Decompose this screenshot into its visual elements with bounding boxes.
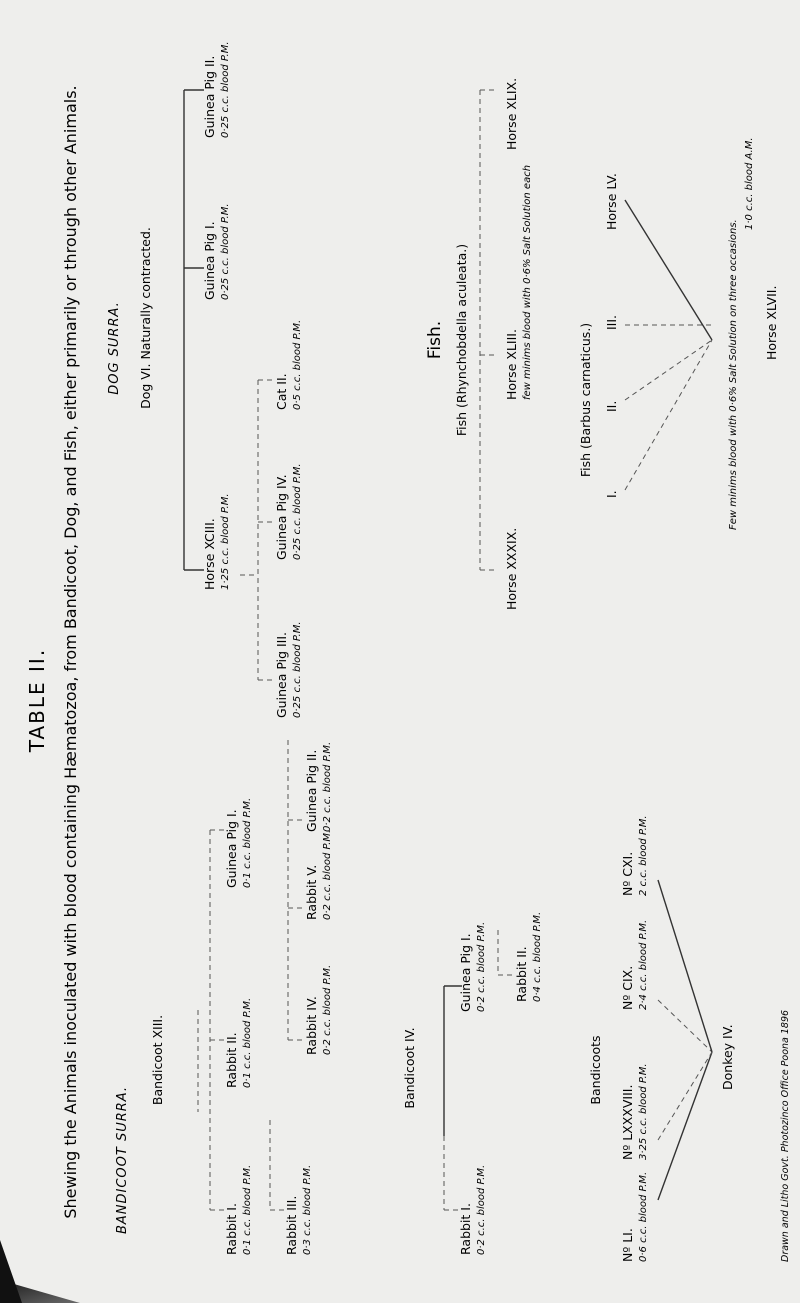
bandicoots-node-cxi: Nº CXI. [620, 851, 635, 896]
fish-marker-3: III. [604, 314, 619, 330]
dog-node-gp4-dose: 0·25 c.c. blood P.M. [292, 463, 303, 560]
bandicoot-heading: BANDICOOT SURRA. [115, 1085, 130, 1235]
dog-node-gp1: Guinea Pig I. [202, 221, 217, 300]
fish-node-horse-xlvii: Horse XLVII. [764, 285, 779, 360]
bandicoots-node-cix-dose: 2·4 c.c. blood P.M. [638, 919, 649, 1010]
dog-node-cat2-dose: 0·5 c.c. blood P.M. [292, 319, 303, 410]
dog-node-horse-xciii: Horse XCIII. [202, 518, 217, 590]
bandicoot13-root: Bandicoot XIII. [150, 1014, 165, 1106]
fish-heading: Fish. [425, 320, 445, 360]
fish-node-horse-lv: Horse LV. [604, 173, 619, 230]
bandicoots-node-cxi-dose: 2 c.c. blood P.M. [638, 815, 649, 896]
b13-node-rabbit5-dose: 0·2 c.c. blood P.M. [322, 829, 333, 920]
b4-node-rabbit2: Rabbit II. [514, 946, 529, 1002]
b4-node-rabbit2-dose: 0·4 c.c. blood P.M. [532, 911, 543, 1002]
b13-node-rabbit4-dose: 0·2 c.c. blood P.M. [322, 964, 333, 1055]
bandicoots-node-lxxxviii-dose: 3·25 c.c. blood P.M. [638, 1063, 649, 1160]
b13-node-gp2: Guinea Pig II. [304, 749, 319, 832]
b4-node-gp1-dose: 0·2 c.c. blood P.M. [476, 921, 487, 1012]
table-title: TABLE II. [25, 647, 49, 753]
dog-node-gp4: Guinea Pig IV. [274, 474, 289, 560]
b4-node-rabbit1-dose: 0·2 c.c. blood P.M. [476, 1164, 487, 1255]
fish-marker-2: II. [604, 400, 619, 412]
dog-node-cat2: Cat II. [274, 373, 289, 410]
bandicoot4-root: Bandicoot IV. [402, 1027, 417, 1109]
dog-root: Dog VI. Naturally contracted. [138, 227, 153, 409]
b13-node-gp2-dose: 0·2 c.c. blood P.M. [322, 741, 333, 832]
b13-node-rabbit3-dose: 0·3 c.c. blood P.M. [302, 1164, 313, 1255]
dog-node-gp3-dose: 0·25 c.c. blood P.M. [292, 621, 303, 718]
dog-node-gp2-dose: 0·25 c.c. blood P.M. [220, 41, 231, 138]
fish-node-horse-xlix: Horse XLIX. [504, 77, 519, 150]
b4-node-rabbit1: Rabbit I. [458, 1203, 473, 1255]
b13-node-gp1-dose: 0·1 c.c. blood P.M. [242, 797, 253, 888]
bandicoots-node-li: Nº LI. [620, 1228, 635, 1262]
bandicoots-node-cix: Nº CIX. [620, 965, 635, 1010]
dog-node-gp1-dose: 0·25 c.c. blood P.M. [220, 203, 231, 300]
fish-node-horse-xlvii-dose: Few minims blood with 0·6% Salt Solution on three occasions. [728, 219, 739, 530]
dog-node-horse-xciii-dose: 1·25 c.c. blood P.M. [220, 493, 231, 590]
fish-marker-1: I. [604, 490, 619, 498]
donkey-iv: Donkey IV. [720, 1024, 735, 1090]
fish-root-barbus: Fish (Barbus carnaticus.) [578, 322, 593, 478]
footer-credit: Drawn and Litho Govt. Photozinco Office Poona 1896 [780, 1009, 791, 1262]
b13-node-rabbit1: Rabbit I. [224, 1203, 239, 1255]
b4-node-gp1: Guinea Pig I. [458, 933, 473, 1012]
bandicoots-node-lxxxviii: Nº LXXXVIII. [620, 1084, 635, 1160]
b13-node-rabbit3: Rabbit III. [284, 1195, 299, 1255]
dog-node-gp3: Guinea Pig III. [274, 631, 289, 718]
bandicoots-heading: Bandicoots [588, 1035, 603, 1105]
b13-node-rabbit2-dose: 0·1 c.c. blood P.M. [242, 997, 253, 1088]
dog-node-gp2: Guinea Pig II. [202, 55, 217, 138]
fish-node-horse-xxxix: Horse XXXIX. [504, 527, 519, 610]
b13-node-rabbit4: Rabbit IV. [304, 996, 319, 1055]
page-edge [0, 1240, 22, 1303]
b13-node-rabbit1-dose: 0·1 c.c. blood P.M. [242, 1164, 253, 1255]
fish-node-horse-xliii-dose: few minims blood with 0·6% Salt Solution each [522, 164, 533, 400]
table-subtitle: Shewing the Animals inoculated with blood containing Hæmatozoa, from Bandicoot, Dog, and Fish, either primarily or through other Animals. [61, 85, 80, 1219]
b13-node-rabbit5: Rabbit V. [304, 864, 319, 920]
fish-node-horse-xliii: Horse XLIII. [504, 329, 519, 400]
fish-node-horse-lv-dose: 1·0 c.c. blood A.M. [744, 137, 755, 230]
dog-heading: DOG SURRA. [107, 301, 122, 395]
b13-node-gp1: Guinea Pig I. [224, 809, 239, 888]
bandicoots-node-li-dose: 0·6 c.c. blood P.M. [638, 1171, 649, 1262]
b13-node-rabbit2: Rabbit II. [224, 1032, 239, 1088]
fish-root-rhynchobdella: Fish (Rhynchobdella aculeata.) [454, 243, 469, 437]
